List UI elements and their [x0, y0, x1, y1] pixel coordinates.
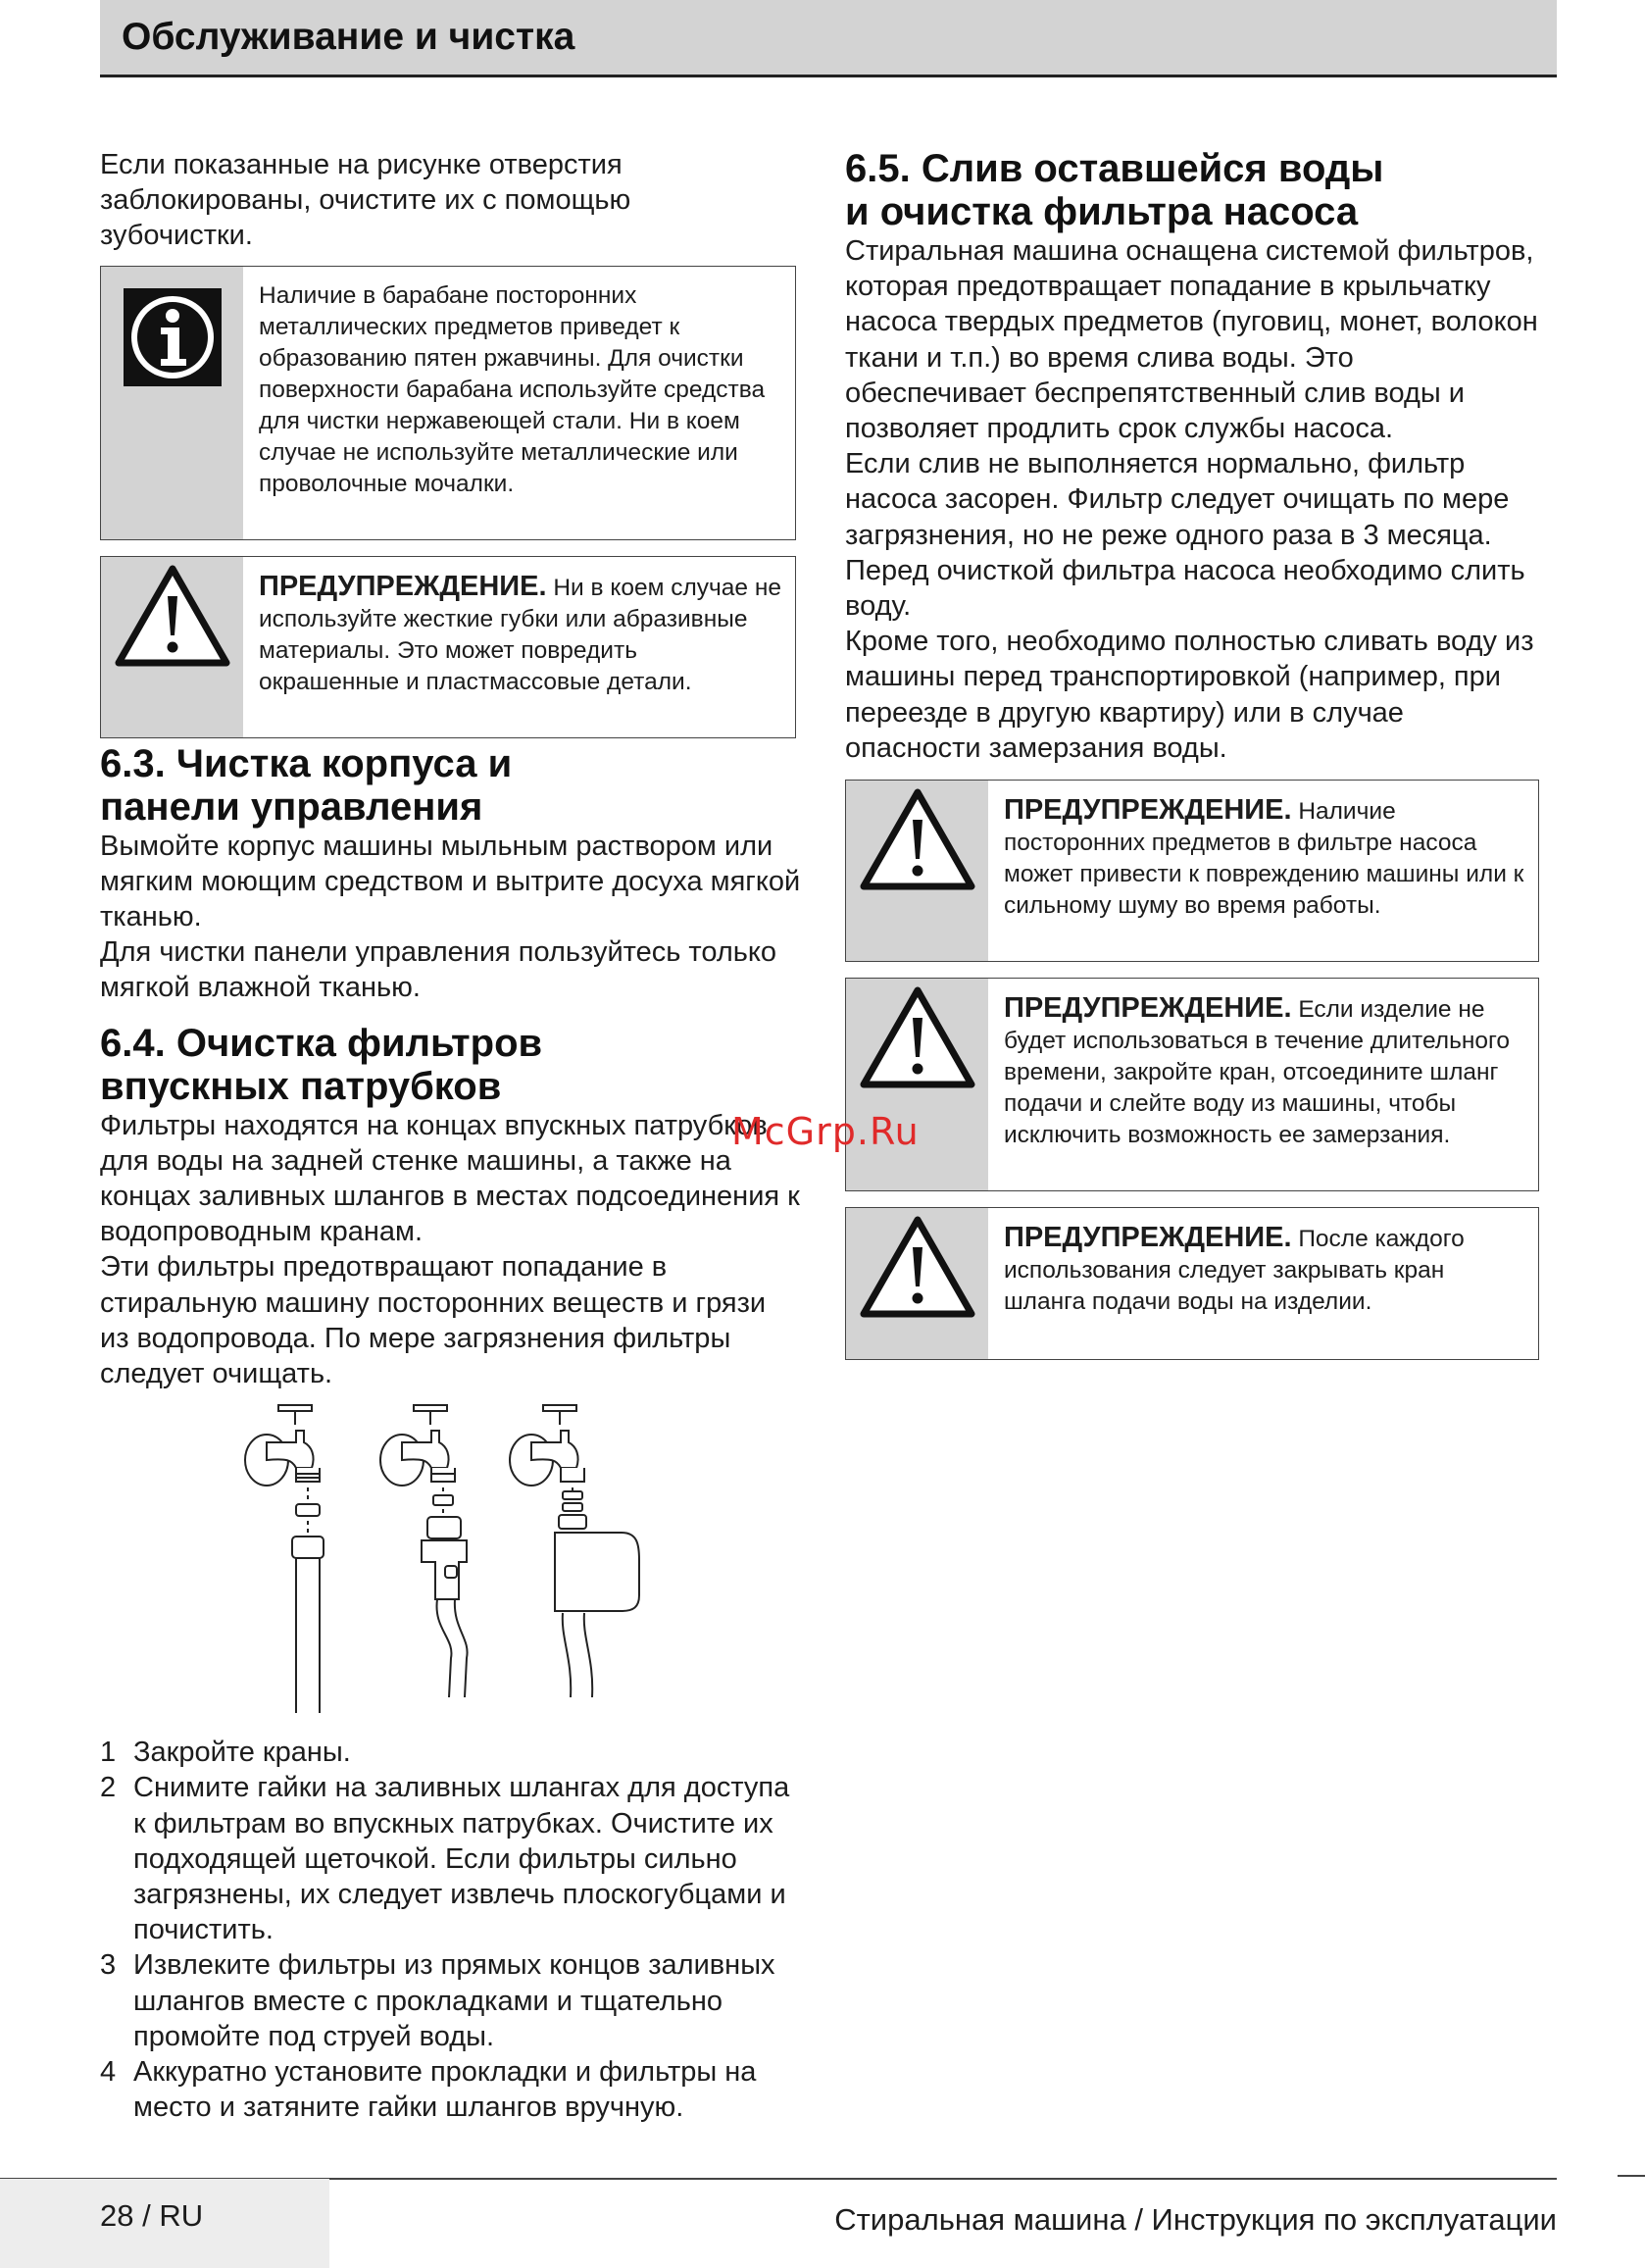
warning-box-text	[988, 781, 1538, 961]
warning-text: Наличие посторонних предметов в фильтре насоса может привести к повреждению машины или к сильному шуму во время работы.	[1004, 798, 1524, 920]
page-number: 28 / RU	[100, 2198, 204, 2233]
section-6-4-p1: Фильтры находятся на концах впускных патрубков для воды на задней стенке машины, а также на концах заливных шлангов в местах подсоединения к водопроводным кранам.	[100, 1109, 800, 1248]
warning-label: ПРЕДУПРЕЖДЕНИЕ.	[1004, 1222, 1292, 1254]
info-box-text: Наличие в барабане посторонних металлических предметов приведет к образованию пятен ржавчины. Для очистки поверхности барабана используйте средства для чистки нержавеющей стали. Ни в коем случае не используйте металлические или проволочные мочалки.	[259, 281, 766, 497]
warning-text: Ни в коем случае не используйте жесткие губки или абразивные материалы. Это может повредить окрашенные и пластмассовые детали.	[259, 574, 782, 695]
warning-label: ПРЕДУПРЕЖДЕНИЕ.	[1004, 794, 1292, 827]
warning-icon	[860, 788, 975, 890]
step-3: 3 Извлеките фильтры из прямых концов заливных шлангов вместе с прокладками и тщательно промойте под струей воды.	[100, 1949, 775, 2052]
faucet-3	[510, 1405, 639, 1697]
warning-icon-panel	[846, 979, 988, 1190]
section-6-4-p2: Эти фильтры предотвращают попадание в стиральную машину посторонних веществ и грязи из водопровода. По мере загрязнения фильтры следует очищать.	[100, 1251, 767, 1390]
page-title: Обслуживание и чистка	[122, 16, 575, 58]
warning-box-text	[988, 1208, 1538, 1359]
warning-box-pump	[845, 780, 1539, 962]
section-6-5-p2: Если слив не выполняется нормально, фильтр насоса засорен. Фильтр следует очищать по мере загрязнения, но не реже одного раза в 3 месяца. Перед очисткой фильтра насоса необходимо слить воду.	[845, 448, 1525, 623]
faucet-filters-figure	[100, 1403, 801, 1727]
section-6-5-heading: 6.5. Слив оставшейся воды и очистка фильтра насоса	[845, 147, 1384, 233]
warning-box-tap	[845, 1207, 1539, 1360]
faucet-1	[245, 1405, 324, 1713]
section-6-5-p1: Стиральная машина оснащена системой фильтров, которая предотвращает попадание в крыльчатку насоса твердых предметов (пуговиц, монет, волокон ткани и т.п.) во время слива воды. Это обеспечивает беспрепятственный слив воды и позволяет продлить срок службы насоса.	[845, 235, 1538, 445]
step-4: 4 Аккуратно установите прокладки и фильтры на место и затяните гайки шлангов вручную.	[100, 2056, 757, 2124]
warning-text: После каждого использования следует закрывать кран шланга подачи воды на изделии.	[1004, 1226, 1465, 1316]
warning-icon-panel	[101, 557, 243, 737]
watermark: McGrp.Ru	[731, 1110, 920, 1153]
section-6-3-p1: Вымойте корпус машины мыльным раствором или мягким моющим средством и вытрите досуха мягкой тканью.	[100, 830, 801, 933]
warning-icon	[115, 565, 230, 667]
faucet-2	[380, 1405, 468, 1697]
warning-icon	[860, 1216, 975, 1318]
warning-icon-panel	[846, 1208, 988, 1359]
warning-box	[100, 556, 796, 738]
info-box	[100, 266, 796, 540]
warning-icon-panel	[846, 781, 988, 961]
warning-box-text	[243, 557, 795, 737]
section-6-3	[100, 742, 801, 1006]
section-6-3-p2: Для чистки панели управления пользуйтесь только мягкой влажной тканью.	[100, 936, 777, 1004]
warning-text: Если изделие не будет использоваться в течение длительного времени, закройте кран, отсоедините шланг подачи и слейте воду из машины, чтобы исключить возможность ее замерзания.	[1004, 996, 1511, 1149]
warning-box-text	[988, 979, 1538, 1190]
warning-icon	[860, 986, 975, 1088]
steps-list	[100, 1735, 806, 2125]
section-6-3-heading: 6.3. Чистка корпуса и панели управления	[100, 741, 513, 829]
right-column	[845, 147, 1539, 1360]
warning-box-storage	[845, 978, 1539, 1191]
warning-label: ПРЕДУПРЕЖДЕНИЕ.	[1004, 992, 1292, 1025]
section-6-4-heading: 6.4. Очистка фильтров впускных патрубков	[100, 1021, 543, 1108]
corner-mark	[1618, 2175, 1645, 2177]
footer-document-title: Стиральная машина / Инструкция по эксплуатации	[834, 2202, 1557, 2237]
section-6-4	[100, 1022, 801, 1392]
section-6-5-p3: Кроме того, необходимо полностью сливать воду из машины перед транспортировкой (например, при переезде в другую квартиру) или в случае опасности замерзания воды.	[845, 626, 1534, 764]
faucet-filter-illustration	[100, 1403, 801, 1727]
section-6-5	[845, 147, 1539, 766]
warning-label: ПРЕДУПРЕЖДЕНИЕ.	[259, 570, 547, 602]
info-icon	[124, 288, 222, 386]
info-icon-panel	[101, 267, 243, 539]
left-column	[100, 147, 801, 2125]
step-2: 2 Снимите гайки на заливных шлангах для доступа к фильтрам во впускных патрубках. Очистите их подходящей щеточкой. Если фильтры сильно загрязнены, их следует извлечь плоскогубцами и почистить.	[100, 1772, 790, 1946]
intro-paragraph: Если показанные на рисунке отверстия заблокированы, очистите их с помощью зубочистки.	[100, 149, 631, 252]
step-1: 1 Закройте краны.	[100, 1737, 351, 1769]
